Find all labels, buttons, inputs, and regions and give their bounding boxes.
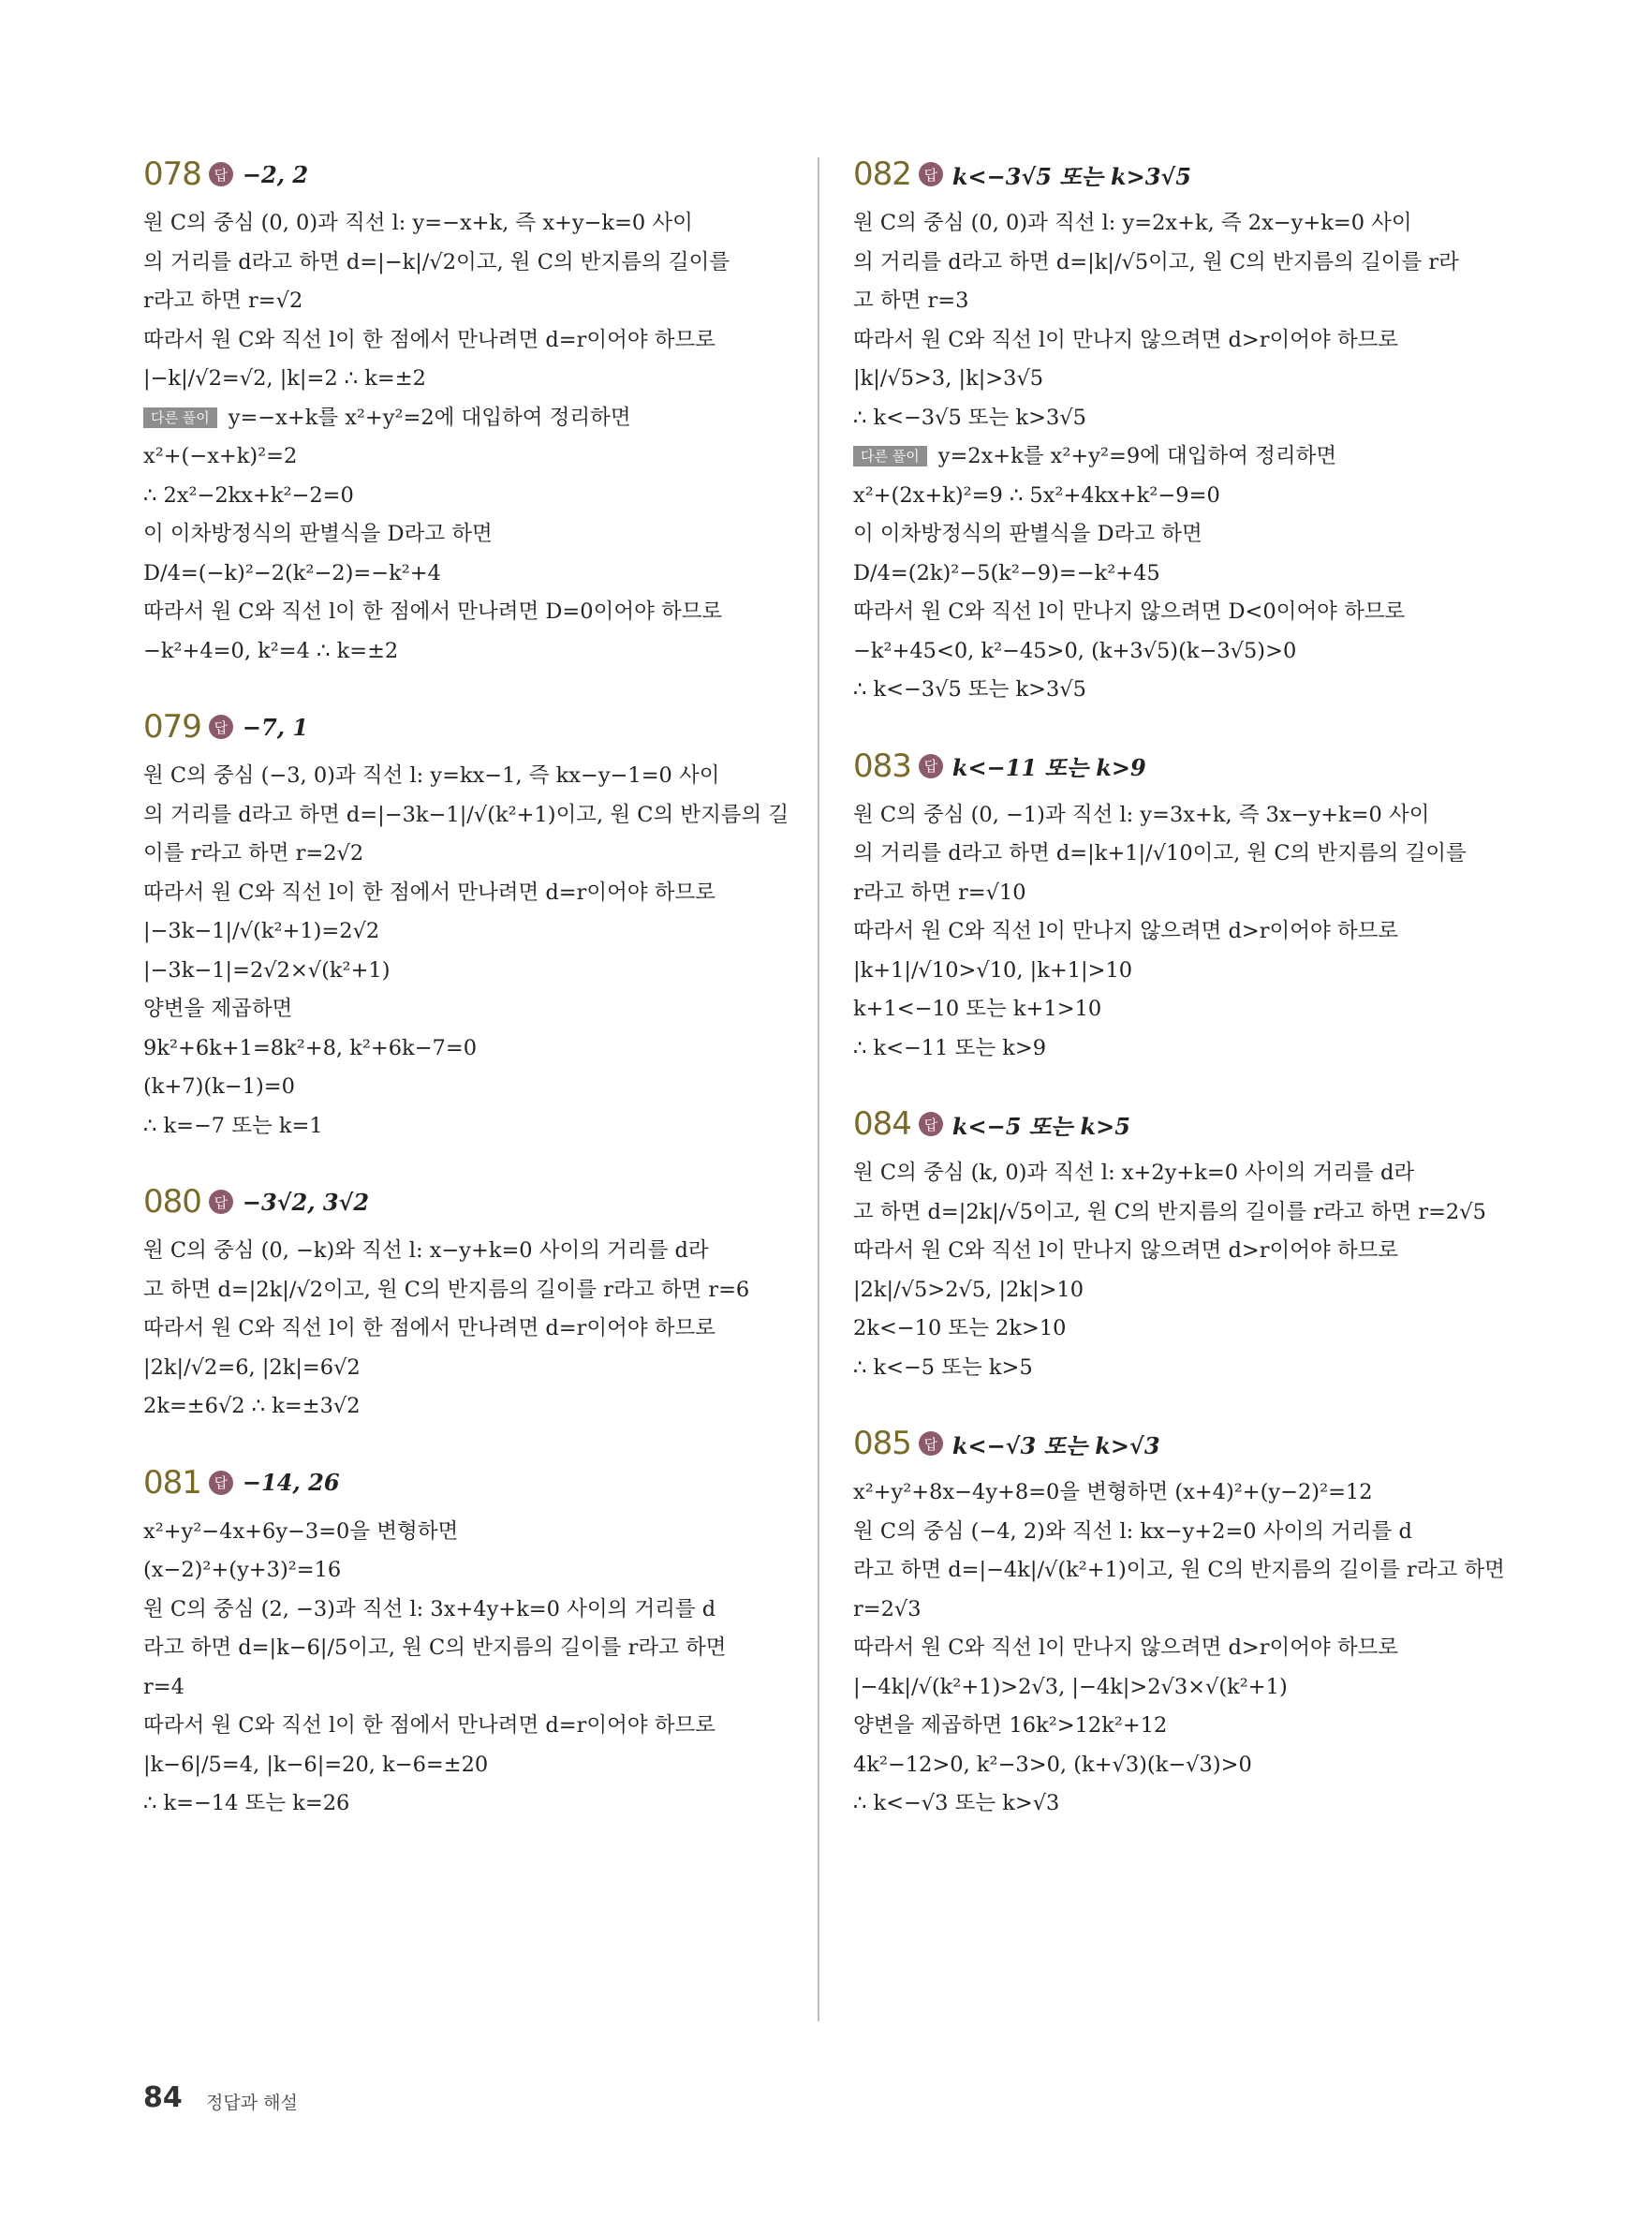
solution-line [143, 912, 827, 952]
solution-line [143, 1707, 827, 1746]
solution-line [853, 360, 1537, 399]
solution-line [853, 515, 1537, 555]
problem-078 [143, 150, 827, 671]
alternative-solution-label: 다른 풀이 [143, 407, 217, 428]
solution-text: 원 C의 중심 (−4, 2)와 직선 l: kx−y+2=0 사이의 거리를 d [853, 1518, 1412, 1544]
solution-line [143, 952, 827, 991]
solution-text: |−3k−1|=2√2×√(k²+1) [143, 957, 391, 983]
answer-badge: 답 [209, 715, 233, 739]
solution-line [143, 1271, 827, 1310]
solution-text: |−k|/√2=√2, |k|=2 ∴ k=±2 [143, 366, 426, 391]
problem-084 [853, 1100, 1537, 1387]
solution-text: 원 C의 중심 (0, 0)과 직선 l: y=2x+k, 즉 2x−y+k=0 사이 [853, 211, 1412, 235]
solution-text: (k+7)(k−1)=0 [143, 1074, 295, 1099]
solution-line [853, 593, 1537, 632]
solution-text: 따라서 원 C와 직선 l이 한 점에서 만나려면 d=r이어야 하므로 [143, 880, 715, 905]
solution-text: ∴ k<−11 또는 k>9 [853, 1035, 1047, 1060]
answer-text: k<−11 또는 k>9 [951, 754, 1146, 781]
solution-line [143, 1387, 827, 1427]
problem-number: 085 [853, 1425, 911, 1462]
solution-line [143, 399, 827, 438]
solution-text: |2k|/√2=6, |2k|=6√2 [143, 1354, 361, 1380]
solution-text: ∴ k=−7 또는 k=1 [143, 1113, 323, 1138]
solution-text: |−4k|/√(k²+1)>2√3, |−4k|>2√3×√(k²+1) [853, 1674, 1288, 1699]
answer-badge: 답 [209, 1190, 233, 1214]
solution-text: |k+1|/√10>√10, |k+1|>10 [853, 957, 1133, 983]
problem-083 [853, 742, 1537, 1069]
problem-number: 080 [143, 1183, 201, 1221]
solution-text: r라고 하면 r=√10 [853, 880, 1026, 905]
answer-badge: 답 [919, 1431, 943, 1456]
solution-text: 원 C의 중심 (0, −1)과 직선 l: y=3x+k, 즉 3x−y+k=0 사이 [853, 802, 1430, 827]
solution-line [143, 1591, 827, 1630]
solution-text: 이를 r라고 하면 r=2√2 [143, 841, 364, 866]
solution-line [143, 477, 827, 516]
solution-line [143, 796, 827, 836]
solution-line [853, 1629, 1537, 1668]
problem-082 [853, 150, 1537, 710]
problem-079 [143, 703, 827, 1146]
page-number: 84 [143, 2081, 183, 2114]
solution-text: y=−x+k를 x²+y²=2에 대입하여 정리하면 [228, 405, 631, 430]
problem-081 [143, 1458, 827, 1824]
answer-badge: 답 [209, 162, 233, 186]
problem-header [853, 742, 1537, 791]
solution-text: 4k²−12>0, k²−3>0, (k+√3)(k−√3)>0 [853, 1752, 1252, 1777]
answer-text: k<−√3 또는 k>√3 [951, 1431, 1160, 1459]
problem-number: 084 [853, 1105, 911, 1143]
solution-text: r=4 [143, 1674, 184, 1699]
solution-text: 따라서 원 C와 직선 l이 만나지 않으려면 d>r이어야 하므로 [853, 1238, 1399, 1263]
solution-text: 고 하면 d=|2k|/√5이고, 원 C의 반지름의 길이를 r라고 하면 r=2√5 [853, 1199, 1486, 1224]
solution-text: ∴ k<−3√5 또는 k>3√5 [853, 405, 1087, 430]
solution-line [853, 671, 1537, 710]
solution-line [143, 244, 827, 283]
solution-text: ∴ 2x²−2kx+k²−2=0 [143, 482, 354, 508]
solution-line [853, 321, 1537, 361]
solution-line [143, 990, 827, 1029]
solution-text: ∴ k<−√3 또는 k>√3 [853, 1791, 1060, 1815]
problem-header [143, 1458, 827, 1507]
solution-text: −k²+45<0, k²−45>0, (k+3√5)(k−3√5)>0 [853, 638, 1297, 663]
solution-text: 의 거리를 d라고 하면 d=|−k|/√2이고, 원 C의 반지름의 길이를 [143, 249, 730, 274]
problem-header [143, 150, 827, 199]
solution-text: 따라서 원 C와 직선 l이 한 점에서 만나려면 d=r이어야 하므로 [143, 1713, 715, 1738]
solution-text: y=2x+k를 x²+y²=9에 대입하여 정리하면 [937, 444, 1337, 468]
solution-line [143, 1551, 827, 1591]
solution-line [143, 1746, 827, 1785]
solution-line [143, 437, 827, 477]
solution-line [143, 555, 827, 594]
solution-line [853, 912, 1537, 952]
answer-badge: 답 [919, 1112, 943, 1136]
problem-number: 083 [853, 747, 911, 785]
solution-line [853, 399, 1537, 438]
solution-text: x²+y²−4x+6y−3=0을 변형하면 [143, 1518, 459, 1544]
solution-line [853, 835, 1537, 874]
answer-text: −3√2, 3√2 [242, 1188, 370, 1216]
solution-text: k+1<−10 또는 k+1>10 [853, 997, 1102, 1021]
solution-text: x²+(2x+k)²=9 ∴ 5x²+4kx+k²−9=0 [853, 482, 1220, 508]
answer-text: −14, 26 [242, 1469, 340, 1496]
answer-badge: 답 [919, 754, 943, 778]
solution-line [143, 1029, 827, 1069]
solution-line [143, 874, 827, 913]
solution-line [143, 1629, 827, 1668]
solution-text: 양변을 제곱하면 16k²>12k²+12 [853, 1713, 1168, 1738]
solution-line [853, 555, 1537, 594]
solution-line [853, 1707, 1537, 1746]
solution-text: ∴ k=−14 또는 k=26 [143, 1791, 350, 1815]
solution-line [853, 1029, 1537, 1069]
solution-text: 따라서 원 C와 직선 l이 만나지 않으려면 d>r이어야 하므로 [853, 327, 1399, 352]
solution-line [143, 1068, 827, 1107]
solution-line [143, 1107, 827, 1147]
solution-text: 따라서 원 C와 직선 l이 한 점에서 만나려면 d=r이어야 하므로 [143, 327, 715, 352]
solution-line [143, 1349, 827, 1388]
solution-line [853, 632, 1537, 672]
solution-line [143, 593, 827, 632]
solution-text: ∴ k<−5 또는 k>5 [853, 1354, 1033, 1380]
solution-text: 따라서 원 C와 직선 l이 한 점에서 만나려면 d=r이어야 하므로 [143, 1316, 715, 1340]
solution-text: 따라서 원 C와 직선 l이 만나지 않으려면 d>r이어야 하므로 [853, 1635, 1399, 1660]
problem-header [143, 1177, 827, 1226]
solution-line [853, 1232, 1537, 1271]
solution-text: 원 C의 중심 (0, 0)과 직선 l: y=−x+k, 즉 x+y−k=0 사이 [143, 211, 693, 235]
solution-text: 2k=±6√2 ∴ k=±3√2 [143, 1394, 361, 1418]
solution-text: −k²+4=0, k²=4 ∴ k=±2 [143, 638, 399, 663]
problem-080 [143, 1177, 827, 1427]
solution-line [853, 874, 1537, 913]
solution-line [143, 360, 827, 399]
solution-line [853, 1271, 1537, 1310]
answer-text: −7, 1 [242, 713, 309, 741]
solution-text: 라고 하면 d=|−4k|/√(k²+1)이고, 원 C의 반지름의 길이를 r라고 하면 [853, 1558, 1505, 1582]
answer-text: k<−3√5 또는 k>3√5 [951, 162, 1191, 190]
solution-line [143, 321, 827, 361]
solution-line [853, 952, 1537, 991]
solution-text: (x−2)²+(y+3)²=16 [143, 1558, 342, 1582]
solution-text: r=2√3 [853, 1596, 922, 1621]
solution-line [853, 1513, 1537, 1552]
solution-text: x²+y²+8x−4y+8=0을 변형하면 (x+4)²+(y−2)²=12 [853, 1480, 1373, 1504]
problem-header [853, 1419, 1537, 1468]
solution-line [853, 1193, 1537, 1233]
solution-text: 고 하면 r=3 [853, 289, 969, 313]
solution-text: r라고 하면 r=√2 [143, 289, 303, 313]
solution-line [853, 1784, 1537, 1824]
solution-line [853, 1310, 1537, 1349]
solution-text: |k−6|/5=4, |k−6|=20, k−6=±20 [143, 1752, 489, 1777]
solution-line [143, 1232, 827, 1271]
solution-text: 의 거리를 d라고 하면 d=|k+1|/√10이고, 원 C의 반지름의 길이를 [853, 841, 1467, 866]
problem-number: 078 [143, 155, 201, 193]
solution-text: |k|/√5>3, |k|>3√5 [853, 366, 1044, 391]
solution-line [143, 515, 827, 555]
solution-text: 2k<−10 또는 2k>10 [853, 1316, 1067, 1340]
solution-line [853, 1668, 1537, 1708]
solution-text: D/4=(−k)²−2(k²−2)=−k²+4 [143, 560, 441, 585]
alternative-solution-label: 다른 풀이 [853, 446, 927, 466]
solution-line [143, 1513, 827, 1552]
solution-text: 따라서 원 C와 직선 l이 만나지 않으려면 D<0이어야 하므로 [853, 599, 1406, 624]
solution-line [143, 204, 827, 244]
solution-text: |2k|/√5>2√5, |2k|>10 [853, 1277, 1084, 1302]
solution-line [853, 1746, 1537, 1785]
solution-text: 따라서 원 C와 직선 l이 만나지 않으려면 d>r이어야 하므로 [853, 919, 1399, 943]
solution-text: 9k²+6k+1=8k²+8, k²+6k−7=0 [143, 1035, 478, 1060]
solution-line [853, 1551, 1537, 1591]
solution-text: 고 하면 d=|2k|/√2이고, 원 C의 반지름의 길이를 r라고 하면 r=6 [143, 1277, 750, 1302]
solution-text: 따라서 원 C와 직선 l이 한 점에서 만나려면 D=0이어야 하므로 [143, 599, 723, 624]
solution-line [853, 1473, 1537, 1513]
solution-text: 의 거리를 d라고 하면 d=|−3k−1|/√(k²+1)이고, 원 C의 반지름의 길 [143, 802, 789, 827]
solution-text: 이 이차방정식의 판별식을 D라고 하면 [853, 522, 1202, 546]
solution-text: 원 C의 중심 (2, −3)과 직선 l: 3x+4y+k=0 사이의 거리를 d [143, 1596, 716, 1621]
problem-number: 082 [853, 155, 911, 193]
solution-line [143, 1668, 827, 1708]
solution-line [143, 835, 827, 874]
solution-line [143, 757, 827, 796]
solution-line [853, 437, 1537, 477]
solution-line [853, 282, 1537, 321]
left-column [143, 150, 827, 1856]
solution-line [853, 1349, 1537, 1388]
solution-text: 양변을 제곱하면 [143, 997, 293, 1021]
solution-text: D/4=(2k)²−5(k²−9)=−k²+45 [853, 560, 1160, 585]
column-divider [818, 157, 819, 2021]
problem-number: 081 [143, 1463, 201, 1502]
answer-text: −2, 2 [242, 160, 309, 188]
solution-line [143, 1784, 827, 1824]
solution-line [143, 282, 827, 321]
answer-text: k<−5 또는 k>5 [951, 1112, 1130, 1140]
solution-text: 이 이차방정식의 판별식을 D라고 하면 [143, 522, 493, 546]
solution-line [853, 477, 1537, 516]
solution-line [853, 204, 1537, 244]
solution-text: 라고 하면 d=|k−6|/5이고, 원 C의 반지름의 길이를 r라고 하면 [143, 1635, 727, 1660]
solution-line [143, 1310, 827, 1349]
solution-line [853, 1154, 1537, 1193]
solution-line [143, 632, 827, 672]
problem-header [143, 703, 827, 751]
solution-text: ∴ k<−3√5 또는 k>3√5 [853, 677, 1087, 702]
solution-text: 의 거리를 d라고 하면 d=|k|/√5이고, 원 C의 반지름의 길이를 r라 [853, 249, 1459, 274]
solution-text: |−3k−1|/√(k²+1)=2√2 [143, 919, 380, 943]
problem-085 [853, 1419, 1537, 1824]
problem-header [853, 1100, 1537, 1148]
answer-badge: 답 [209, 1471, 233, 1495]
solution-text: 원 C의 중심 (k, 0)과 직선 l: x+2y+k=0 사이의 거리를 d라 [853, 1161, 1415, 1185]
solution-text: 원 C의 중심 (0, −k)와 직선 l: x−y+k=0 사이의 거리를 d라 [143, 1238, 709, 1263]
solution-line [853, 796, 1537, 836]
section-title: 정답과 해설 [206, 2093, 298, 2113]
problem-number: 079 [143, 708, 201, 746]
solution-text: 원 C의 중심 (−3, 0)과 직선 l: y=kx−1, 즉 kx−y−1=0 사이 [143, 763, 720, 788]
solution-line [853, 990, 1537, 1029]
right-column [853, 150, 1537, 1856]
solution-line [853, 244, 1537, 283]
solution-line [853, 1591, 1537, 1630]
solution-text: x²+(−x+k)²=2 [143, 444, 298, 468]
problem-header [853, 150, 1537, 199]
answer-badge: 답 [919, 162, 943, 186]
